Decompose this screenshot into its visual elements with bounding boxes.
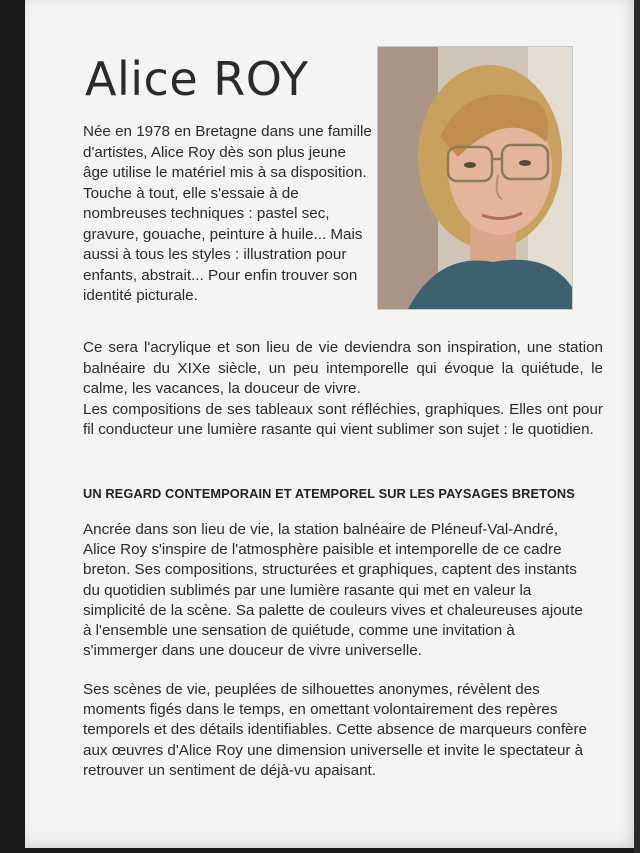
inspiration-text-b: Les compositions de ses tableaux sont réfléchies, graphiques. Elles ont pour fil conducteur une lumière rasante qui vient sublimer son sujet : le quotidien. <box>83 400 603 438</box>
paper-sheet <box>25 0 634 848</box>
background-edge <box>634 0 640 853</box>
intro-paragraph: Née en 1978 en Bretagne dans une famille d'artistes, Alice Roy dès son plus jeune âge utilise le matériel mis à sa disposition. Touche à tout, elle s'essaie à de nombreuses techniques : pastel sec, gravure, gouache, peinture à huile... Mais aussi à tous les styles : illustration pour enfants, abstrait... Pour enfin trouver son identité picturale. <box>83 123 372 304</box>
inspiration-paragraph <box>83 338 603 441</box>
section-heading: UN REGARD CONTEMPORAIN ET ATEMPOREL SUR LES PAYSAGES BRETONS <box>83 486 575 501</box>
page-title: Alice ROY <box>85 52 309 106</box>
portrait-photo-icon <box>378 47 572 309</box>
inspiration-text-a: Ce sera l'acrylique et son lieu de vie deviendra son inspiration, une station balnéaire du XIXe siècle, un peu intemporelle qui évoque la quiétude, le calme, les vacances, la douceur de vivre. <box>83 339 603 397</box>
portrait-photo <box>377 46 573 310</box>
body-paragraph-2: Ses scènes de vie, peuplées de silhouettes anonymes, révèlent des moments figés dans le temps, en omettant volontairement des repères temporels et des détails identifiables. Cette absence de marqueurs confère aux œuvres d'Alice Roy une dimension universelle et invite le spectateur à retrouver un sentiment de déjà-vu apaisant. <box>83 681 588 779</box>
body-paragraph-1: Ancrée dans son lieu de vie, la station balnéaire de Pléneuf-Val-André, Alice Roy s'inspire de l'atmosphère paisible et intemporelle de ce cadre breton. Ses compositions, structurées et graphiques, captent des instants du quotidien sublimés par une lumière rasante qui met en valeur la simplicité de la scène. Sa palette de couleurs vives et chaleureuses ajoute à l'ensemble une sensation de quiétude, comme une invitation à s'immerger dans une douceur de vivre universelle. <box>83 521 583 660</box>
